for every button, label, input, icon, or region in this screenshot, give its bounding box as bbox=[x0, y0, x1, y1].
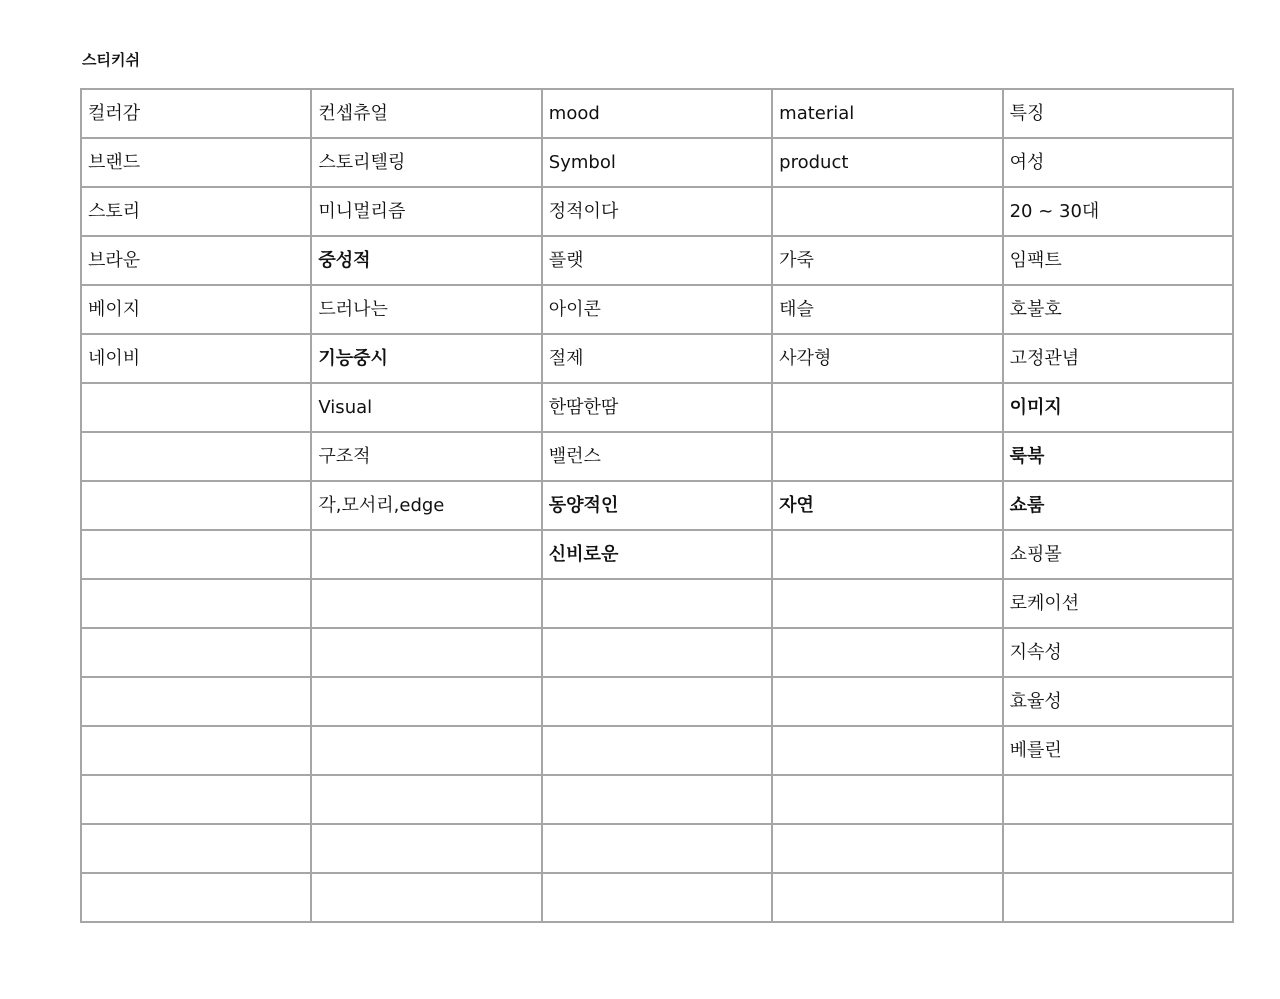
table-cell bbox=[81, 628, 311, 677]
document-title: 스티키쉬 bbox=[82, 51, 140, 69]
table-cell bbox=[311, 677, 541, 726]
table-cell: 스토리텔링 bbox=[311, 138, 541, 187]
table-cell: 기능중시 bbox=[311, 334, 541, 383]
table-cell bbox=[311, 579, 541, 628]
table-cell: 20 ~ 30대 bbox=[1003, 187, 1233, 236]
table-row bbox=[81, 481, 1233, 530]
table-cell: 여성 bbox=[1003, 138, 1233, 187]
table-cell bbox=[81, 726, 311, 775]
table-cell: 쇼핑몰 bbox=[1003, 530, 1233, 579]
table-row bbox=[81, 285, 1233, 334]
table-cell: 특징 bbox=[1003, 89, 1233, 138]
table-cell: 베를린 bbox=[1003, 726, 1233, 775]
table-cell: 절제 bbox=[542, 334, 772, 383]
table-cell: 브랜드 bbox=[81, 138, 311, 187]
table-cell bbox=[542, 579, 772, 628]
table-cell: Visual bbox=[311, 383, 541, 432]
table-cell: 정적이다 bbox=[542, 187, 772, 236]
table-cell bbox=[772, 187, 1002, 236]
table-cell: 사각형 bbox=[772, 334, 1002, 383]
table-cell bbox=[81, 873, 311, 922]
table-row bbox=[81, 824, 1233, 873]
table-row bbox=[81, 726, 1233, 775]
table-row bbox=[81, 530, 1233, 579]
table-cell bbox=[311, 873, 541, 922]
table-cell: 임팩트 bbox=[1003, 236, 1233, 285]
table-cell: 가죽 bbox=[772, 236, 1002, 285]
table-row bbox=[81, 138, 1233, 187]
table-row bbox=[81, 334, 1233, 383]
table-cell: material bbox=[772, 89, 1002, 138]
table-cell bbox=[772, 775, 1002, 824]
table-cell bbox=[772, 383, 1002, 432]
table-row bbox=[81, 383, 1233, 432]
table-cell: 중성적 bbox=[311, 236, 541, 285]
table-cell: 구조적 bbox=[311, 432, 541, 481]
table-cell: mood bbox=[542, 89, 772, 138]
table-row bbox=[81, 89, 1233, 138]
table-cell: 아이콘 bbox=[542, 285, 772, 334]
table-cell bbox=[1003, 775, 1233, 824]
table-cell: 브라운 bbox=[81, 236, 311, 285]
table-cell bbox=[81, 824, 311, 873]
table-cell: 로케이션 bbox=[1003, 579, 1233, 628]
table-cell: 호불호 bbox=[1003, 285, 1233, 334]
table-cell bbox=[542, 677, 772, 726]
table-cell bbox=[542, 628, 772, 677]
table-cell bbox=[772, 579, 1002, 628]
table-cell bbox=[772, 432, 1002, 481]
table-cell: 지속성 bbox=[1003, 628, 1233, 677]
table-body bbox=[81, 89, 1233, 922]
table-cell bbox=[81, 383, 311, 432]
table-row bbox=[81, 579, 1233, 628]
table-cell bbox=[542, 775, 772, 824]
table-cell: 스토리 bbox=[81, 187, 311, 236]
table-cell: 플랫 bbox=[542, 236, 772, 285]
table-cell bbox=[311, 726, 541, 775]
table-cell bbox=[542, 873, 772, 922]
table-row bbox=[81, 236, 1233, 285]
table-row bbox=[81, 187, 1233, 236]
table-cell bbox=[1003, 873, 1233, 922]
table-cell: 한땀한땀 bbox=[542, 383, 772, 432]
table-cell bbox=[542, 824, 772, 873]
table-cell: 고정관념 bbox=[1003, 334, 1233, 383]
table-cell: 드러나는 bbox=[311, 285, 541, 334]
table-cell bbox=[1003, 824, 1233, 873]
table-cell: 룩북 bbox=[1003, 432, 1233, 481]
table-cell: 효율성 bbox=[1003, 677, 1233, 726]
table-cell: 컬러감 bbox=[81, 89, 311, 138]
table-row bbox=[81, 677, 1233, 726]
table-cell bbox=[772, 628, 1002, 677]
table-cell: 동양적인 bbox=[542, 481, 772, 530]
keyword-table bbox=[80, 88, 1234, 923]
table-cell bbox=[311, 530, 541, 579]
table-cell bbox=[311, 775, 541, 824]
table-cell bbox=[542, 726, 772, 775]
table-cell: 이미지 bbox=[1003, 383, 1233, 432]
table-cell bbox=[81, 530, 311, 579]
table-cell: 미니멀리즘 bbox=[311, 187, 541, 236]
table-cell bbox=[311, 628, 541, 677]
table-row bbox=[81, 873, 1233, 922]
table-cell bbox=[81, 677, 311, 726]
table-cell: 네이비 bbox=[81, 334, 311, 383]
table-cell: Symbol bbox=[542, 138, 772, 187]
table-cell bbox=[772, 824, 1002, 873]
table-cell bbox=[81, 579, 311, 628]
table-cell: 컨셉츄얼 bbox=[311, 89, 541, 138]
table-cell: 신비로운 bbox=[542, 530, 772, 579]
table-cell: 태슬 bbox=[772, 285, 1002, 334]
table-cell bbox=[81, 481, 311, 530]
table-cell bbox=[772, 530, 1002, 579]
table-cell: 밸런스 bbox=[542, 432, 772, 481]
table-cell bbox=[81, 432, 311, 481]
table-cell bbox=[772, 677, 1002, 726]
table-cell: 베이지 bbox=[81, 285, 311, 334]
table-cell bbox=[772, 726, 1002, 775]
table-cell: product bbox=[772, 138, 1002, 187]
table-cell: 자연 bbox=[772, 481, 1002, 530]
table-cell bbox=[772, 873, 1002, 922]
table-row bbox=[81, 432, 1233, 481]
table-cell bbox=[81, 775, 311, 824]
table-cell bbox=[311, 824, 541, 873]
table-cell: 쇼룸 bbox=[1003, 481, 1233, 530]
table-row bbox=[81, 775, 1233, 824]
table-cell: 각,모서리,edge bbox=[311, 481, 541, 530]
table-row bbox=[81, 628, 1233, 677]
